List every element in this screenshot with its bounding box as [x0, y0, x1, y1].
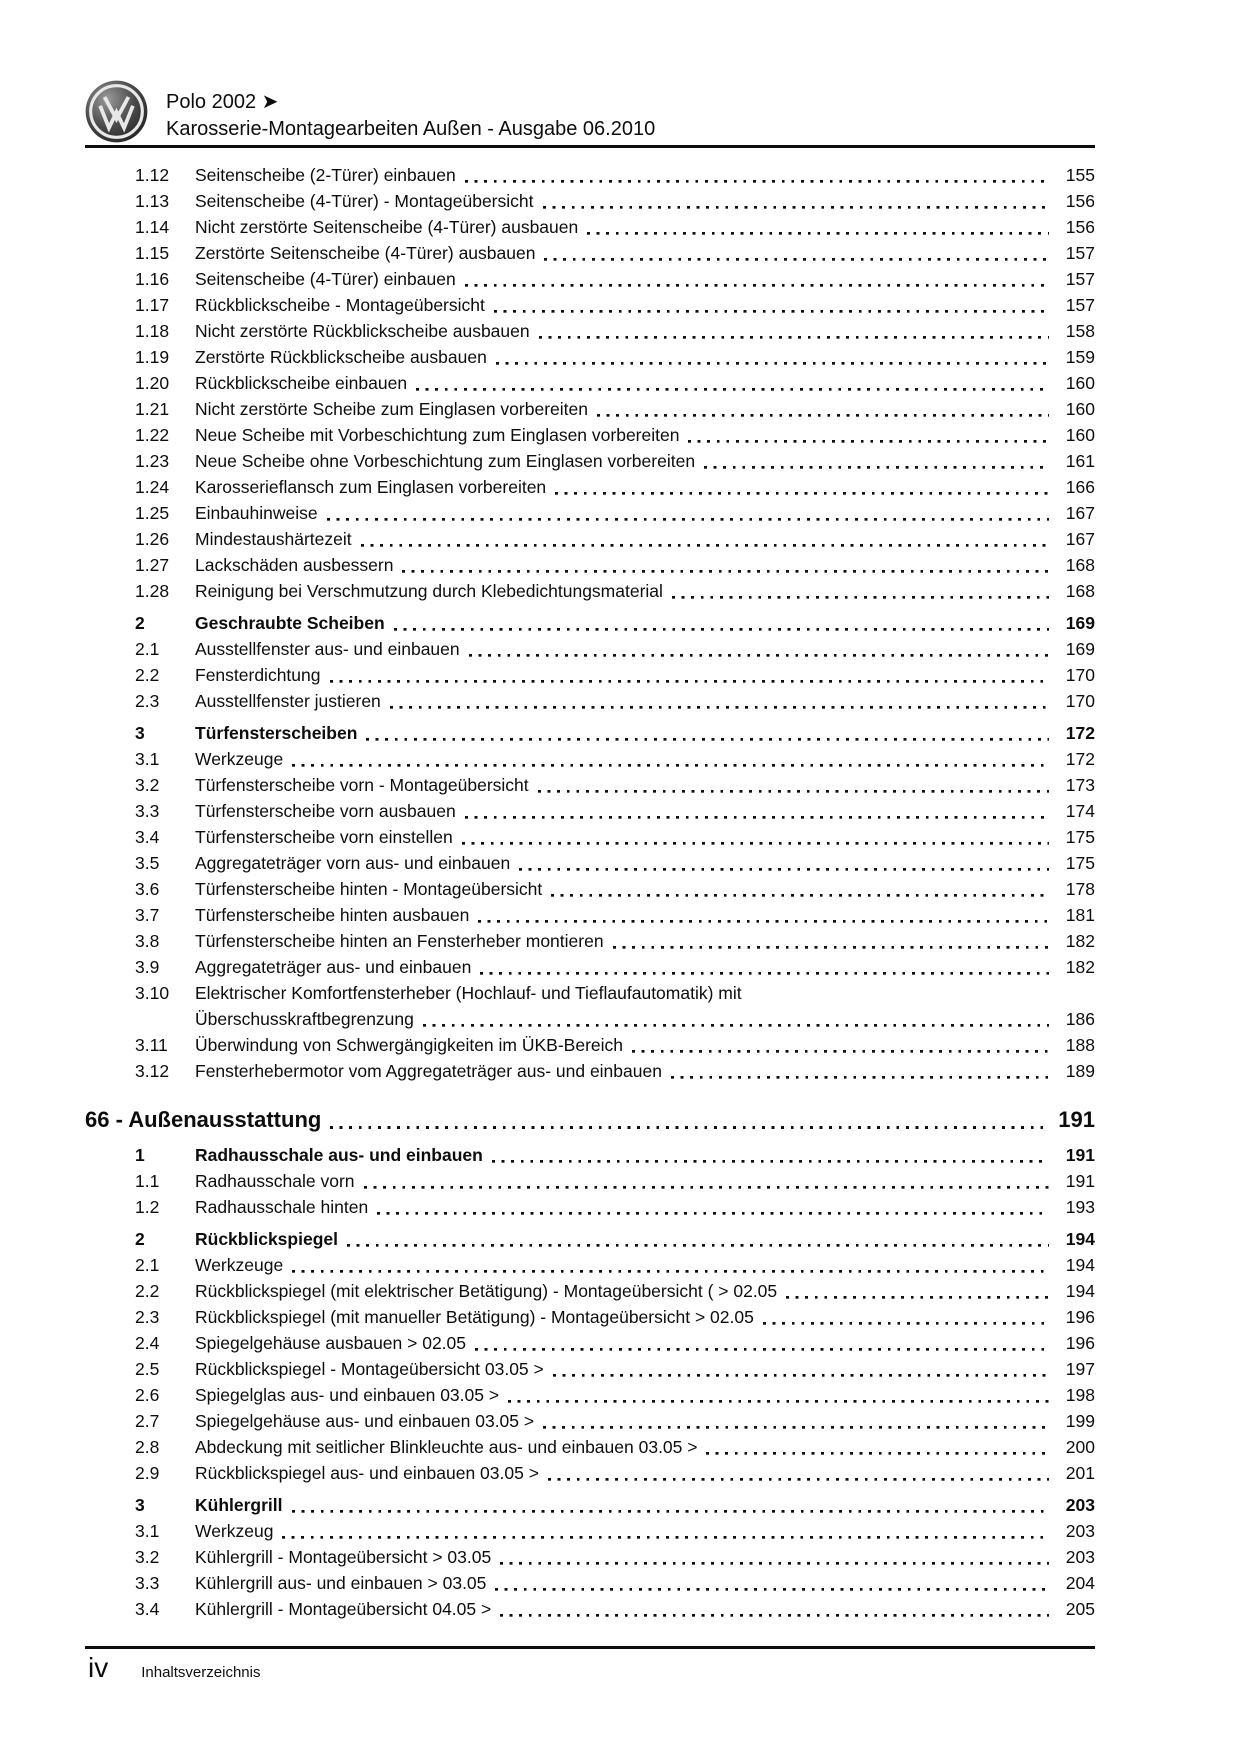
toc-row-page: 170: [1065, 665, 1095, 685]
toc-row-number: 3.4: [135, 827, 160, 847]
toc-row-number: 1.12: [135, 165, 170, 185]
toc-entry-row[interactable]: [85, 266, 1095, 292]
toc-row-number: 3.12: [135, 1061, 170, 1081]
vw-logo-icon: [85, 80, 148, 143]
dot-leader: [544, 240, 1049, 266]
toc-row-page: 168: [1065, 581, 1095, 601]
toc-row-number: 1: [135, 1145, 145, 1165]
toc-entry-row[interactable]: [85, 1168, 1095, 1194]
toc-row-title: Rückblickspiegel: [195, 1229, 338, 1249]
toc-entry-row[interactable]: [85, 1570, 1095, 1596]
toc-row-number: 3.2: [135, 1547, 160, 1567]
toc-entry-row[interactable]: [85, 688, 1095, 714]
toc-entry-row[interactable]: [85, 370, 1095, 396]
dot-leader: [500, 1544, 1049, 1570]
dot-leader: [632, 1032, 1049, 1058]
dot-leader: [402, 552, 1049, 578]
toc-row-number: 3.1: [135, 1521, 160, 1541]
toc-row-number: 2.7: [135, 1411, 160, 1431]
dot-leader: [465, 266, 1049, 292]
toc-row-number: 1.25: [135, 503, 170, 523]
toc-row-page: 203: [1065, 1521, 1095, 1541]
toc-row-title: Türfensterscheibe vorn ausbauen: [195, 801, 456, 821]
dot-leader: [671, 1058, 1049, 1084]
header-subtitle-line: Karosserie-Montagearbeiten Außen - Ausgabe 06.2010: [166, 118, 656, 140]
toc-row-page: 186: [1065, 1009, 1095, 1029]
toc-row-title: Elektrischer Komfortfensterheber (Hochlauf- und Tieflaufautomatik) mit: [195, 983, 742, 1003]
toc-row-number: 1.24: [135, 477, 170, 497]
toc-row-title: Türfensterscheibe hinten ausbauen: [195, 905, 470, 925]
toc-row-title: Lackschäden ausbessern: [195, 555, 394, 575]
toc-row-title: Türfensterscheiben: [195, 723, 358, 743]
toc-entry-row[interactable]: [85, 1544, 1095, 1570]
dot-leader: [377, 1194, 1049, 1220]
toc-row-number: 2.4: [135, 1333, 160, 1353]
toc-row-page: 168: [1065, 555, 1095, 575]
toc-entry-row[interactable]: [85, 662, 1095, 688]
toc-row-page: 200: [1065, 1437, 1095, 1457]
toc-row-page: 169: [1065, 613, 1095, 633]
dot-leader: [763, 1304, 1049, 1330]
toc-row-title: Rückblickscheibe einbauen: [195, 373, 408, 393]
toc-row-number: 1.17: [135, 295, 170, 315]
toc-row-number: 3.8: [135, 931, 160, 951]
toc-row-page: 157: [1065, 269, 1095, 289]
toc-row-page: 196: [1065, 1307, 1095, 1327]
dot-leader: [330, 662, 1050, 688]
toc-row-number: 2.1: [135, 1255, 160, 1275]
dot-leader: [492, 1142, 1049, 1168]
toc-entry-row[interactable]: [85, 1518, 1095, 1544]
footer-section-label: Inhaltsverzeichnis: [141, 1664, 261, 1681]
toc-row-title: Werkzeug: [195, 1521, 274, 1541]
toc-row-number: 3: [135, 723, 145, 743]
toc-row-page: 159: [1065, 347, 1095, 367]
dot-leader: [292, 1252, 1049, 1278]
dot-leader: [553, 1356, 1049, 1382]
toc-row-title: Türfensterscheibe vorn - Montageübersicht: [195, 775, 529, 795]
toc-row-title: Karosserieflansch zum Einglasen vorbereiten: [195, 477, 547, 497]
toc-row-number: 2: [135, 1229, 145, 1249]
toc-row-number: 3.1: [135, 749, 160, 769]
toc-row-title: Spiegelgehäuse aus- und einbauen 03.05 >: [195, 1411, 535, 1431]
toc-row-title: Nicht zerstörte Rückblickscheibe ausbauen: [195, 321, 530, 341]
toc-row-page: 157: [1065, 295, 1095, 315]
dot-leader: [327, 500, 1049, 526]
toc-row-number: 1.26: [135, 529, 170, 549]
dot-leader: [330, 1104, 1048, 1135]
toc-entry-row[interactable]: [85, 1058, 1095, 1084]
dot-leader: [496, 344, 1049, 370]
toc-row-number: 2.1: [135, 639, 160, 659]
toc-row-page: 172: [1065, 723, 1095, 743]
toc-entry-row[interactable]: [85, 396, 1095, 422]
dot-leader: [292, 1492, 1049, 1518]
toc-row-title: Rückblickscheibe - Montageübersicht: [195, 295, 485, 315]
toc-row-title: Kühlergrill - Montageübersicht > 03.05: [195, 1547, 492, 1567]
toc-entry-row[interactable]: [85, 636, 1095, 662]
toc-entry-row[interactable]: [85, 980, 1095, 1032]
toc-row-title: Radhausschale aus- und einbauen: [195, 1145, 483, 1165]
dot-leader: [465, 798, 1049, 824]
dot-leader: [494, 292, 1049, 318]
toc-row-title: Zerstörte Rückblickscheibe ausbauen: [195, 347, 487, 367]
dot-leader: [480, 954, 1049, 980]
toc-row-number: 1.13: [135, 191, 170, 211]
toc-row-title: Radhausschale vorn: [195, 1171, 355, 1191]
toc-row-title: Aggregateträger vorn aus- und einbauen: [195, 853, 511, 873]
toc-section-row[interactable]: [85, 1226, 1095, 1252]
dot-leader: [587, 214, 1049, 240]
toc-row-number: 2.8: [135, 1437, 160, 1457]
toc-row-title: Ausstellfenster justieren: [195, 691, 381, 711]
toc-row-title: Neue Scheibe mit Vorbeschichtung zum Einglasen vorbereiten: [195, 425, 680, 445]
toc-row-page: 182: [1065, 931, 1095, 951]
dot-leader: [478, 902, 1049, 928]
toc-row-number: 1.28: [135, 581, 170, 601]
toc-entry-row[interactable]: [85, 954, 1095, 980]
toc-entry-row[interactable]: [85, 500, 1095, 526]
dot-leader: [548, 1460, 1049, 1486]
toc-entry-row[interactable]: [85, 292, 1095, 318]
toc-row-number: 1.14: [135, 217, 170, 237]
dot-leader: [688, 422, 1049, 448]
dot-leader: [469, 636, 1049, 662]
toc-row-page: 201: [1065, 1463, 1095, 1483]
toc-entry-row[interactable]: [85, 474, 1095, 500]
dot-leader: [465, 162, 1049, 188]
toc-entry-row[interactable]: [85, 188, 1095, 214]
toc-chapter-row[interactable]: [85, 1104, 1095, 1135]
toc-row-title: Türfensterscheibe vorn einstellen: [195, 827, 453, 847]
page-footer: [88, 1652, 260, 1684]
toc-row-page: 175: [1065, 853, 1095, 873]
toc-row-number: 1.20: [135, 373, 170, 393]
toc-row-page: 194: [1065, 1229, 1095, 1249]
toc-row-title: Mindestaushärtezeit: [195, 529, 352, 549]
toc-row-title: Seitenscheibe (2-Türer) einbauen: [195, 165, 456, 185]
toc-row-title: Rückblickspiegel aus- und einbauen 03.05 >: [195, 1463, 539, 1483]
dot-leader: [475, 1330, 1049, 1356]
dot-leader: [495, 1570, 1049, 1596]
dot-leader: [423, 1006, 1049, 1032]
toc-entry-row[interactable]: [85, 578, 1095, 604]
toc-row-title: Aggregateträger aus- und einbauen: [195, 957, 472, 977]
toc-row-page: 169: [1065, 639, 1095, 659]
dot-leader: [555, 474, 1049, 500]
toc-row-page: 194: [1065, 1255, 1095, 1275]
toc-row-number: 1.18: [135, 321, 170, 341]
toc-row-title: Fensterdichtung: [195, 665, 321, 685]
toc-row-page: 160: [1065, 425, 1095, 445]
dot-leader: [543, 1408, 1049, 1434]
toc-entry-row[interactable]: [85, 1434, 1095, 1460]
toc-row-number: 3.9: [135, 957, 160, 977]
toc-row-page: 191: [1058, 1107, 1095, 1132]
footer-page-number: iv: [88, 1652, 109, 1683]
toc-row-number: 1.19: [135, 347, 170, 367]
toc-entry-row[interactable]: [85, 214, 1095, 240]
toc-row-page: 199: [1065, 1411, 1095, 1431]
dot-leader: [551, 876, 1049, 902]
toc-row-page: 166: [1065, 477, 1095, 497]
toc-row-title: Nicht zerstörte Seitenscheibe (4-Türer) ausbauen: [195, 217, 579, 237]
toc-row-title: Kühlergrill: [195, 1495, 283, 1515]
toc-row-number: 2: [135, 613, 145, 633]
dot-leader: [282, 1518, 1049, 1544]
toc-row-page: 205: [1065, 1599, 1095, 1619]
toc-row-title: Rückblickspiegel (mit elektrischer Betätigung) - Montageübersicht ( > 02.05: [195, 1281, 778, 1301]
toc-row-number: 3.3: [135, 801, 160, 821]
toc-row-title: 66 - Außenausstattung: [85, 1107, 322, 1132]
dot-leader: [292, 746, 1049, 772]
toc-row-title: Türfensterscheibe hinten - Montageübersicht: [195, 879, 543, 899]
dot-leader: [704, 448, 1049, 474]
toc-row-page: 160: [1065, 399, 1095, 419]
toc-row-number: 1.21: [135, 399, 170, 419]
toc-row-page: 182: [1065, 957, 1095, 977]
toc-row-page: 204: [1065, 1573, 1095, 1593]
toc-row-page: 158: [1065, 321, 1095, 341]
toc-entry-row[interactable]: [85, 448, 1095, 474]
toc-row-number: 3.7: [135, 905, 160, 925]
dot-leader: [361, 526, 1049, 552]
toc-entry-row[interactable]: [85, 772, 1095, 798]
toc-entry-row[interactable]: [85, 1252, 1095, 1278]
toc-row-title: Überwindung von Schwergängigkeiten im ÜKB-Bereich: [195, 1035, 623, 1055]
toc-section-row[interactable]: [85, 720, 1095, 746]
toc-entry-row[interactable]: [85, 1596, 1095, 1622]
toc-entry-row[interactable]: [85, 1032, 1095, 1058]
toc-row-title: Einbauhinweise: [195, 503, 318, 523]
toc-entry-row[interactable]: [85, 1356, 1095, 1382]
toc-row-title: Türfensterscheibe hinten an Fensterheber montieren: [195, 931, 604, 951]
dot-leader: [539, 318, 1049, 344]
toc-row-title: Kühlergrill aus- und einbauen > 03.05: [195, 1573, 487, 1593]
toc-row-title: Werkzeuge: [195, 1255, 284, 1275]
toc-row-number: 3.2: [135, 775, 160, 795]
dot-leader: [613, 928, 1049, 954]
toc-entry-row[interactable]: [85, 850, 1095, 876]
dot-leader: [519, 850, 1049, 876]
toc-row-title: Geschraubte Scheiben: [195, 613, 385, 633]
toc-row-number: 3.4: [135, 1599, 160, 1619]
toc-entry-row[interactable]: [85, 1194, 1095, 1220]
dot-leader: [347, 1226, 1049, 1252]
toc-row-number: 1.1: [135, 1171, 160, 1191]
toc-entry-row[interactable]: [85, 526, 1095, 552]
toc-row-number: 3.11: [135, 1035, 168, 1055]
toc-entry-row[interactable]: [85, 552, 1095, 578]
toc-row-title: Kühlergrill - Montageübersicht 04.05 >: [195, 1599, 492, 1619]
toc-row-title: Radhausschale hinten: [195, 1197, 369, 1217]
toc-row-page: 191: [1065, 1145, 1095, 1165]
toc-entry-row[interactable]: [85, 928, 1095, 954]
toc-row-number: 3: [135, 1495, 145, 1515]
toc-row-page: 155: [1065, 165, 1095, 185]
toc-row-number: 1.22: [135, 425, 170, 445]
toc-row-page: 167: [1065, 529, 1095, 549]
toc-entry-row[interactable]: [85, 344, 1095, 370]
toc-row-page: 167: [1065, 503, 1095, 523]
dot-leader: [366, 720, 1049, 746]
toc-entry-row[interactable]: [85, 240, 1095, 266]
toc-row-number: 2.3: [135, 1307, 160, 1327]
toc-row-number: 2.5: [135, 1359, 160, 1379]
header-rule: [85, 145, 1095, 148]
page-header: [85, 80, 1095, 143]
toc-row-page: 174: [1065, 801, 1095, 821]
toc-row-page: 203: [1065, 1495, 1095, 1515]
toc-row-page: 196: [1065, 1333, 1095, 1353]
toc-entry-row[interactable]: [85, 876, 1095, 902]
toc-entry-row[interactable]: [85, 1382, 1095, 1408]
toc-entry-row[interactable]: [85, 798, 1095, 824]
table-of-contents: [85, 162, 1095, 1622]
toc-row-title: Fensterhebermotor vom Aggregateträger aus- und einbauen: [195, 1061, 662, 1081]
toc-row-page: 172: [1065, 749, 1095, 769]
toc-row-number: 2.2: [135, 665, 160, 685]
toc-section-row[interactable]: [85, 1492, 1095, 1518]
toc-entry-row[interactable]: [85, 1460, 1095, 1486]
dot-leader: [390, 688, 1049, 714]
toc-row-title: Rückblickspiegel (mit manueller Betätigung) - Montageübersicht > 02.05: [195, 1307, 754, 1327]
toc-row-number: 1.16: [135, 269, 170, 289]
toc-row-page: 188: [1065, 1035, 1095, 1055]
toc-row-page: 175: [1065, 827, 1095, 847]
toc-row-number: 1.2: [135, 1197, 160, 1217]
dot-leader: [500, 1596, 1049, 1622]
toc-row-page: 198: [1065, 1385, 1095, 1405]
dot-leader: [364, 1168, 1049, 1194]
toc-row-page: 157: [1065, 243, 1095, 263]
toc-row-number: 2.9: [135, 1463, 160, 1483]
toc-row-title: Spiegelglas aus- und einbauen 03.05 >: [195, 1385, 500, 1405]
toc-row-number: 3.5: [135, 853, 160, 873]
dot-leader: [538, 772, 1049, 798]
toc-row-title-line2: Überschusskraftbegrenzung: [195, 1009, 414, 1029]
toc-row-title: Zerstörte Seitenscheibe (4-Türer) ausbauen: [195, 243, 536, 263]
toc-row-number: 1.15: [135, 243, 170, 263]
dot-leader: [416, 370, 1049, 396]
dot-leader: [508, 1382, 1049, 1408]
toc-entry-row[interactable]: [85, 422, 1095, 448]
toc-row-number: 3.10: [135, 983, 170, 1003]
toc-entry-row[interactable]: [85, 746, 1095, 772]
toc-row-title: Ausstellfenster aus- und einbauen: [195, 639, 460, 659]
toc-entry-row[interactable]: [85, 318, 1095, 344]
toc-row-number: 2.3: [135, 691, 160, 711]
toc-entry-row[interactable]: [85, 1278, 1095, 1304]
toc-row-page: 203: [1065, 1547, 1095, 1567]
toc-row-page: 156: [1065, 217, 1095, 237]
toc-entry-row[interactable]: [85, 1408, 1095, 1434]
header-model-line: Polo 2002 ➤: [166, 91, 279, 113]
toc-row-number: 3.6: [135, 879, 160, 899]
toc-row-title: Spiegelgehäuse ausbauen > 02.05: [195, 1333, 467, 1353]
toc-row-title: Neue Scheibe ohne Vorbeschichtung zum Einglasen vorbereiten: [195, 451, 696, 471]
toc-section-row[interactable]: [85, 610, 1095, 636]
toc-row-number: 1.23: [135, 451, 170, 471]
dot-leader: [786, 1278, 1049, 1304]
toc-entry-row[interactable]: [85, 1304, 1095, 1330]
toc-row-page: 189: [1065, 1061, 1095, 1081]
toc-row-page: 193: [1065, 1197, 1095, 1217]
page-sheet: [85, 80, 1095, 1622]
toc-row-title: Rückblickspiegel - Montageübersicht 03.05 >: [195, 1359, 544, 1379]
toc-entry-row[interactable]: [85, 824, 1095, 850]
toc-row-number: 2.6: [135, 1385, 160, 1405]
toc-row-page: 197: [1065, 1359, 1095, 1379]
toc-row-page: 191: [1065, 1171, 1095, 1191]
toc-entry-row[interactable]: [85, 1330, 1095, 1356]
toc-section-row[interactable]: [85, 1142, 1095, 1168]
toc-row-page: 161: [1065, 451, 1095, 471]
toc-row-page: 170: [1065, 691, 1095, 711]
dot-leader: [394, 610, 1049, 636]
dot-leader: [706, 1434, 1049, 1460]
toc-row-number: 2.2: [135, 1281, 160, 1301]
toc-row-page: 178: [1065, 879, 1095, 899]
dot-leader: [543, 188, 1050, 214]
toc-entry-row[interactable]: [85, 902, 1095, 928]
toc-row-title: Seitenscheibe (4-Türer) einbauen: [195, 269, 456, 289]
dot-leader: [597, 396, 1049, 422]
toc-row-page: 194: [1065, 1281, 1095, 1301]
toc-row-number: 1.27: [135, 555, 170, 575]
toc-row-page: 160: [1065, 373, 1095, 393]
toc-row-title: Abdeckung mit seitlicher Blinkleuchte aus- und einbauen 03.05 >: [195, 1437, 698, 1457]
dot-leader: [672, 578, 1049, 604]
toc-row-title: Seitenscheibe (4-Türer) - Montageübersicht: [195, 191, 534, 211]
toc-row-number: 3.3: [135, 1573, 160, 1593]
toc-row-title: Werkzeuge: [195, 749, 284, 769]
toc-row-page: 156: [1065, 191, 1095, 211]
toc-row-page: 181: [1065, 905, 1095, 925]
toc-entry-row[interactable]: [85, 162, 1095, 188]
toc-row-title: Reinigung bei Verschmutzung durch Klebedichtungsmaterial: [195, 581, 663, 601]
toc-row-title: Nicht zerstörte Scheibe zum Einglasen vorbereiten: [195, 399, 588, 419]
footer-rule: [85, 1646, 1095, 1649]
dot-leader: [462, 824, 1049, 850]
toc-row-page: 173: [1065, 775, 1095, 795]
